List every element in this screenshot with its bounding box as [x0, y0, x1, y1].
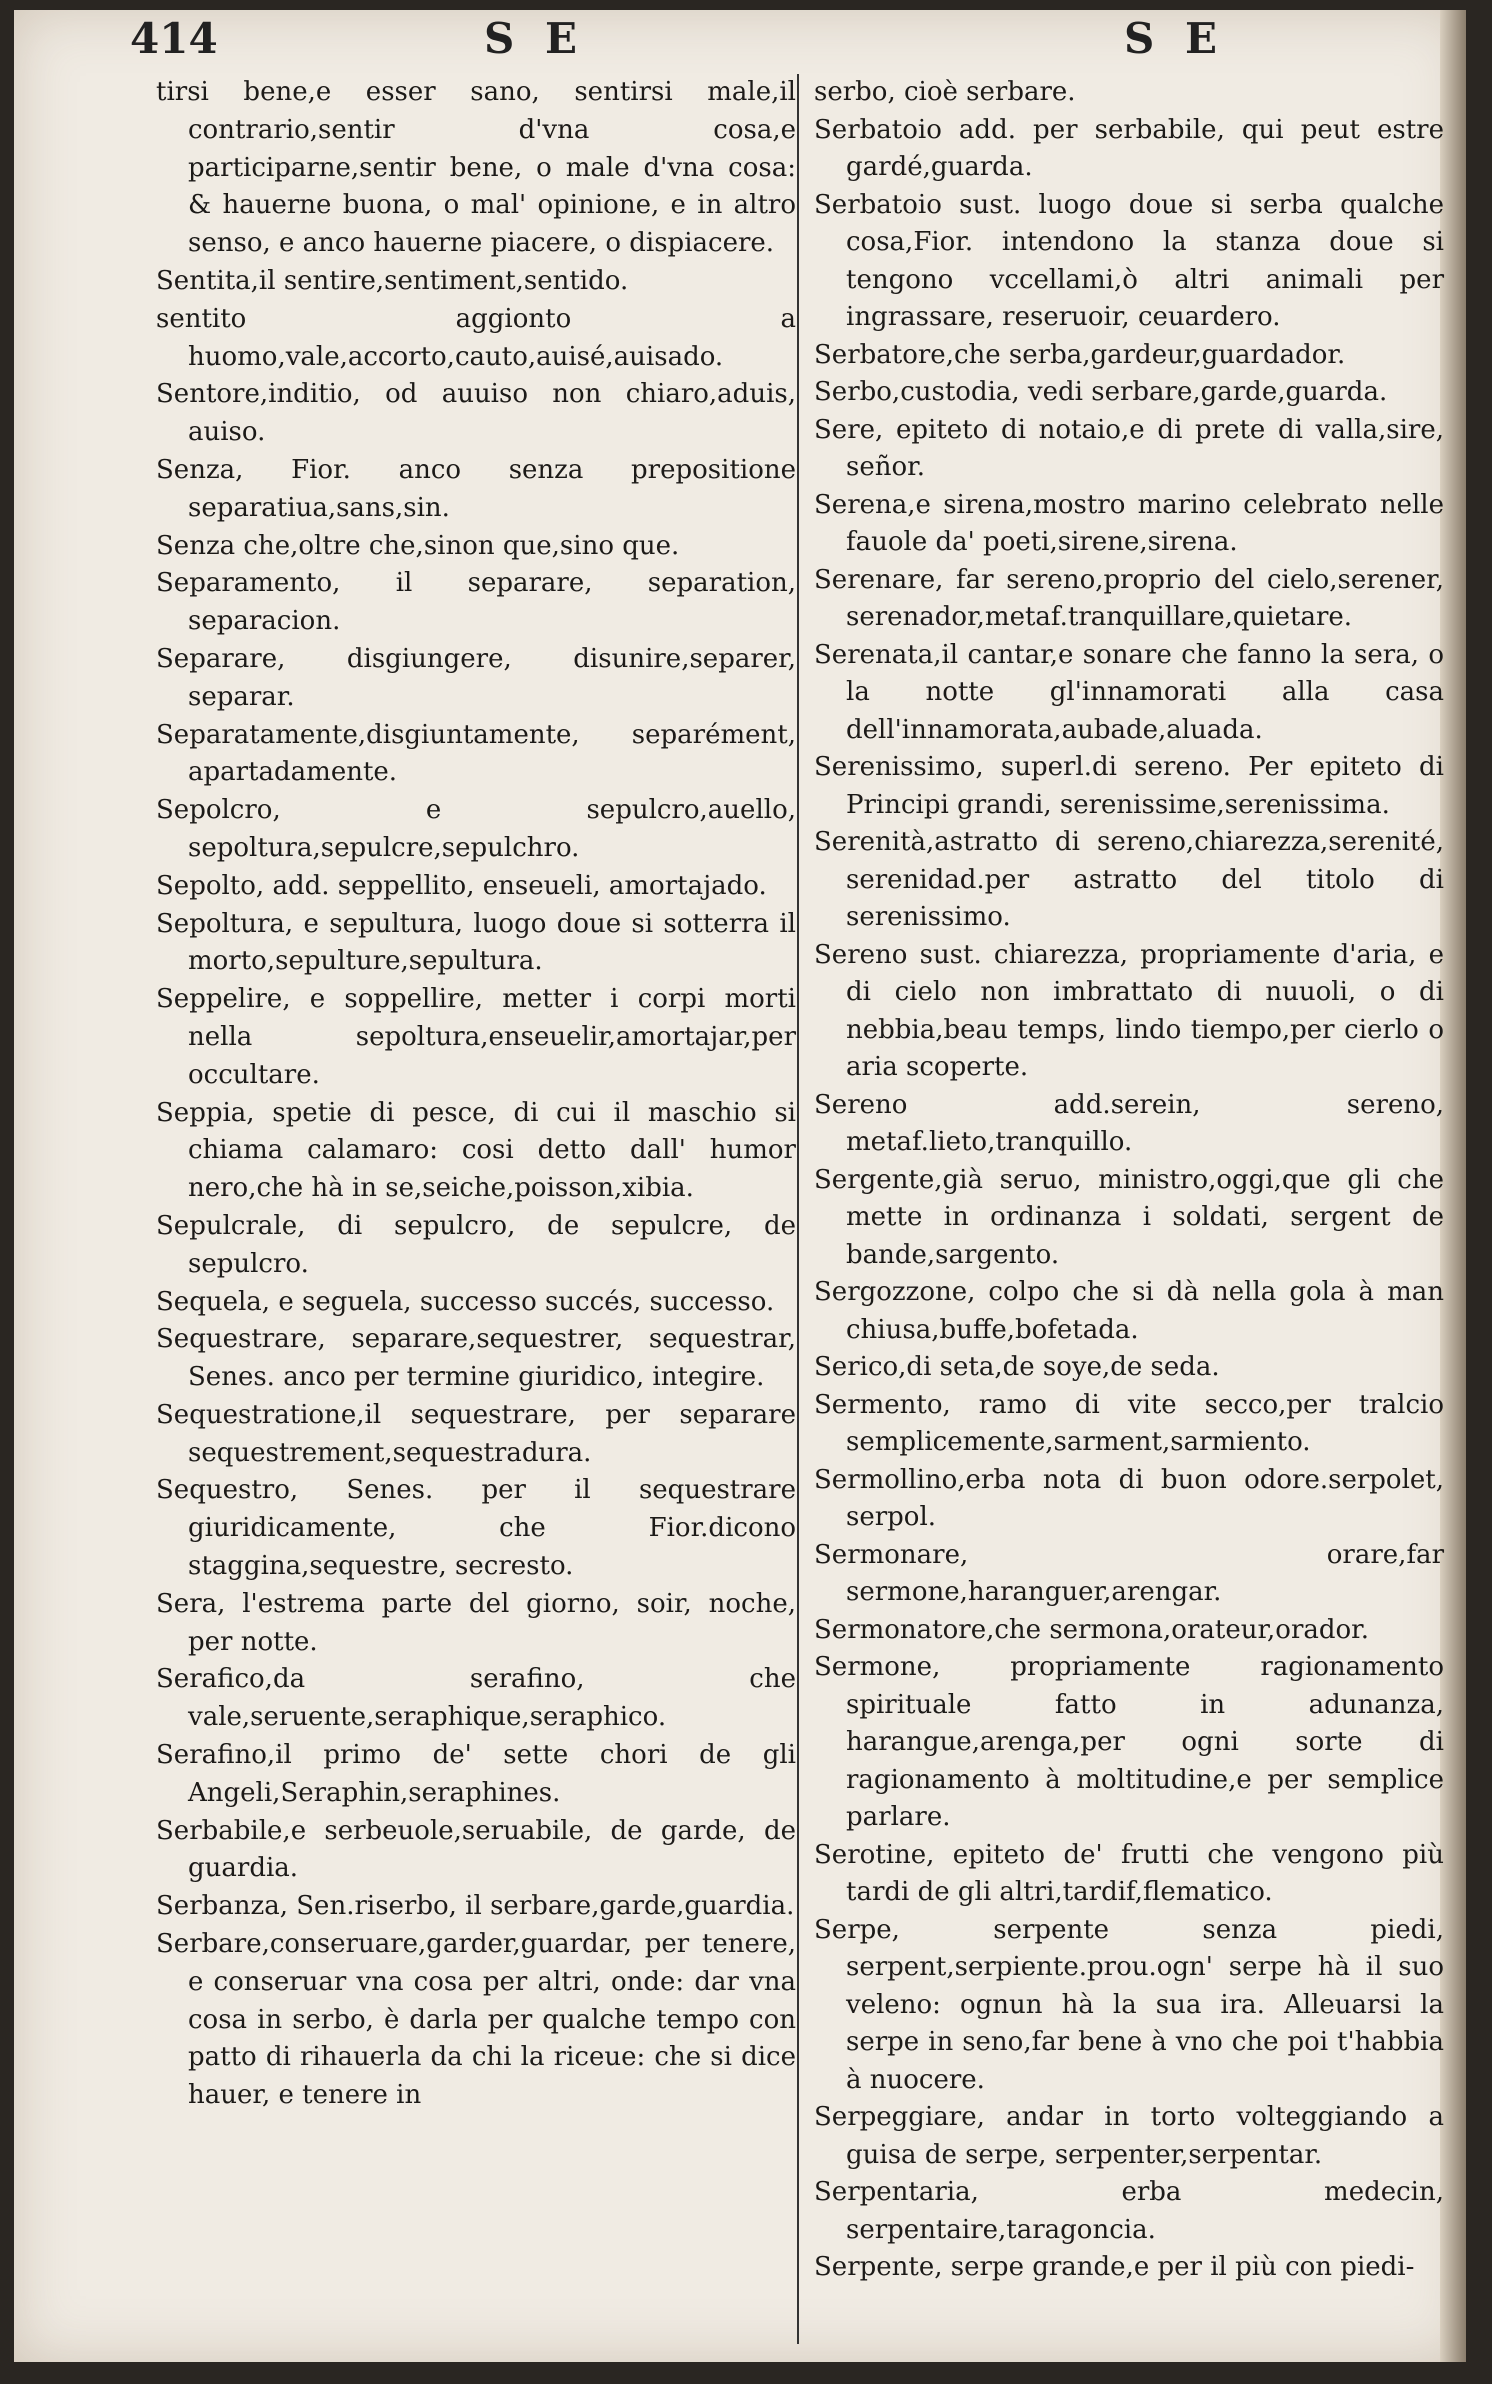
entry: Seppelire, e soppellire, metter i corpi morti nella sepoltura,enseuelir,amortajar,per occultare. [156, 984, 796, 1090]
entry: Serafico,da serafino, che vale,seruente,seraphique,seraphico. [156, 1664, 796, 1733]
entry: Sermollino,erba nota di buon odore.serpolet, serpol. [814, 1464, 1444, 1532]
entry: Sermonare, orare,far sermone,haranguer,arengar. [814, 1539, 1444, 1607]
entry: Serbo,custodia, vedi serbare,garde,guarda. [814, 377, 1388, 407]
entry: Senza, Fior. anco senza prepositione separatiua,sans,sin. [156, 454, 796, 523]
entry: Serbatoio add. per serbabile, qui peut estre gardé,guarda. [814, 114, 1444, 182]
entry: Sereno sust. chiarezza, propriamente d'aria, e di cielo non imbrattato di nuuoli, o di nebbia,beau temps, lindo tiempo,per cierlo o aria scoperte. [814, 939, 1444, 1082]
entry: Serbatore,che serba,gardeur,guardador. [814, 339, 1346, 370]
entry: Sequestro, Senes. per il sequestrare giuridicamente, che Fior.dicono staggina,sequestre, secresto. [156, 1475, 796, 1582]
left-column [156, 74, 796, 2115]
entry: Serpentaria, erba medecin, serpentaire,taragoncia. [814, 2177, 1444, 2245]
entry: Seppia, spetie di pesce, di cui il maschio si chiama calamaro: cosi detto dall' humor nero,che hà in se,seiche,poisson,xibia. [156, 1097, 796, 1204]
dictionary-page [14, 10, 1466, 2362]
entry: Sera, l'estrema parte del giorno, soir, noche, per notte. [156, 1588, 796, 1657]
entry: Senza che,oltre che,sinon que,sino que. [156, 530, 680, 561]
entry: Serena,e sirena,mostro marino celebrato nelle fauole da' poeti,sirene,sirena. [814, 489, 1444, 557]
entry: Sermonatore,che sermona,orateur,orador. [814, 1614, 1370, 1645]
entry: Sermento, ramo di vite secco,per tralcio semplicemente,sarment,sarmiento. [814, 1389, 1444, 1457]
entry: Serbare,conseruare,garder,guardar, per tenere, e conseruar vna cosa per altri, onde: dar vna cosa in serbo, è darla per qualche tempo con patto di rihauerla da chi la riceue: che si dice hauer, e tenere in [156, 1929, 796, 2111]
entry: Sentore,inditio, od auuiso non chiaro,aduis, auiso. [156, 379, 796, 448]
right-column [814, 74, 1444, 2287]
page-number: 414 [130, 14, 218, 63]
entry: Sepolto, add. seppellito, enseueli, amortajado. [156, 870, 767, 901]
entry: tirsi bene,e esser sano, sentirsi male,il contrario,sentir d'vna cosa,e participarne,sentir bene, o male d'vna cosa: & hauerne buona, o mal' opinione, e in altro senso, e anco hauerne piacere, o dispiacere. [156, 77, 796, 259]
entry: Sepolcro, e sepulcro,auello, sepoltura,sepulcre,sepulchro. [156, 795, 796, 863]
entry: Serenissimo, superl.di sereno. Per epiteto di Principi grandi, serenissime,serenissima. [814, 752, 1444, 820]
entry: Sepoltura, e sepultura, luogo doue si sotterra il morto,sepulture,sepultura. [156, 908, 796, 977]
page-header [14, 14, 1466, 78]
entry: Serbabile,e serbeuole,seruabile, de garde, de guardia. [156, 1815, 796, 1884]
entry: Separamento, il separare, separation, separacion. [156, 568, 796, 637]
entry: Sergozzone, colpo che si dà nella gola à man chiusa,buffe,bofetada. [814, 1277, 1444, 1345]
entry: Sereno add.serein, sereno, metaf.lieto,tranquillo. [814, 1089, 1444, 1157]
entry: Serpeggiare, andar in torto volteggiando a guisa de serpe, serpenter,serpentar. [814, 2102, 1444, 2170]
entry: Serenare, far sereno,proprio del cielo,serener, serenador,metaf.tranquillare,quietare. [814, 564, 1444, 632]
entry: Separatamente,disgiuntamente, separément, apartadamente. [156, 719, 796, 788]
entry: Sentita,il sentire,sentiment,sentido. [156, 265, 629, 296]
entry: Serpente, serpe grande,e per il più con piedi- [814, 2252, 1415, 2282]
entry: Sermone, propriamente ragionamento spirituale fatto in adunanza, harangue,arenga,per ogni sorte di ragionamento à moltitudine,e per semplice parlare. [814, 1652, 1444, 1832]
entry: Sere, epiteto di notaio,e di prete di valla,sire, señor. [814, 414, 1444, 482]
running-head-right: S E [1124, 14, 1225, 63]
entry: Serbanza, Sen.riserbo, il serbare,garde,guardia. [156, 1891, 795, 1922]
entry: Serotine, epiteto de' frutti che vengono più tardi de gli altri,tardif,flematico. [814, 1839, 1444, 1907]
entry: Serenata,il cantar,e sonare che fanno la sera, o la notte gl'innamorati alla casa dell'innamorata,aubade,aluada. [814, 639, 1444, 745]
entry: serbo, cioè serbare. [814, 77, 1076, 107]
column-divider [797, 74, 799, 2344]
entry: Sergente,già seruo, ministro,oggi,que gli che mette in ordinanza i soldati, sergent de bande,sargento. [814, 1164, 1444, 1270]
entry: Serafino,il primo de' sette chori de gli Angeli,Seraphin,seraphines. [156, 1740, 796, 1808]
entry: sentito aggionto a huomo,vale,accorto,cauto,auisé,auisado. [156, 303, 796, 372]
entry: Sequela, e seguela, successo succés, successo. [156, 1286, 775, 1317]
entry: Separare, disgiungere, disunire,separer, separar. [156, 643, 796, 712]
entry: Serico,di seta,de soye,de seda. [814, 1352, 1220, 1382]
entry: Sequestrare, separare,sequestrer, sequestrar, Senes. anco per termine giuridico, integire. [156, 1324, 796, 1393]
entry: Sequestratione,il sequestrare, per separare sequestrement,sequestradura. [156, 1399, 796, 1468]
entry: Sepulcrale, di sepulcro, de sepulcre, de sepulcro. [156, 1210, 796, 1279]
entry: Serbatoio sust. luogo doue si serba qualche cosa,Fior. intendono la stanza doue si tengono vccellami,ò altri animali per ingrassare, reseruoir, ceuardero. [814, 189, 1444, 332]
entry: Serenità,astratto di sereno,chiarezza,serenité, serenidad.per astratto del titolo di serenissimo. [814, 827, 1444, 932]
running-head-left: S E [484, 14, 585, 63]
entry: Serpe, serpente senza piedi, serpent,serpiente.prou.ogn' serpe hà il suo veleno: ognun hà la sua ira. Alleuarsi la serpe in seno,far bene à vno che poi t'habbia à nuocere. [814, 1914, 1444, 2095]
